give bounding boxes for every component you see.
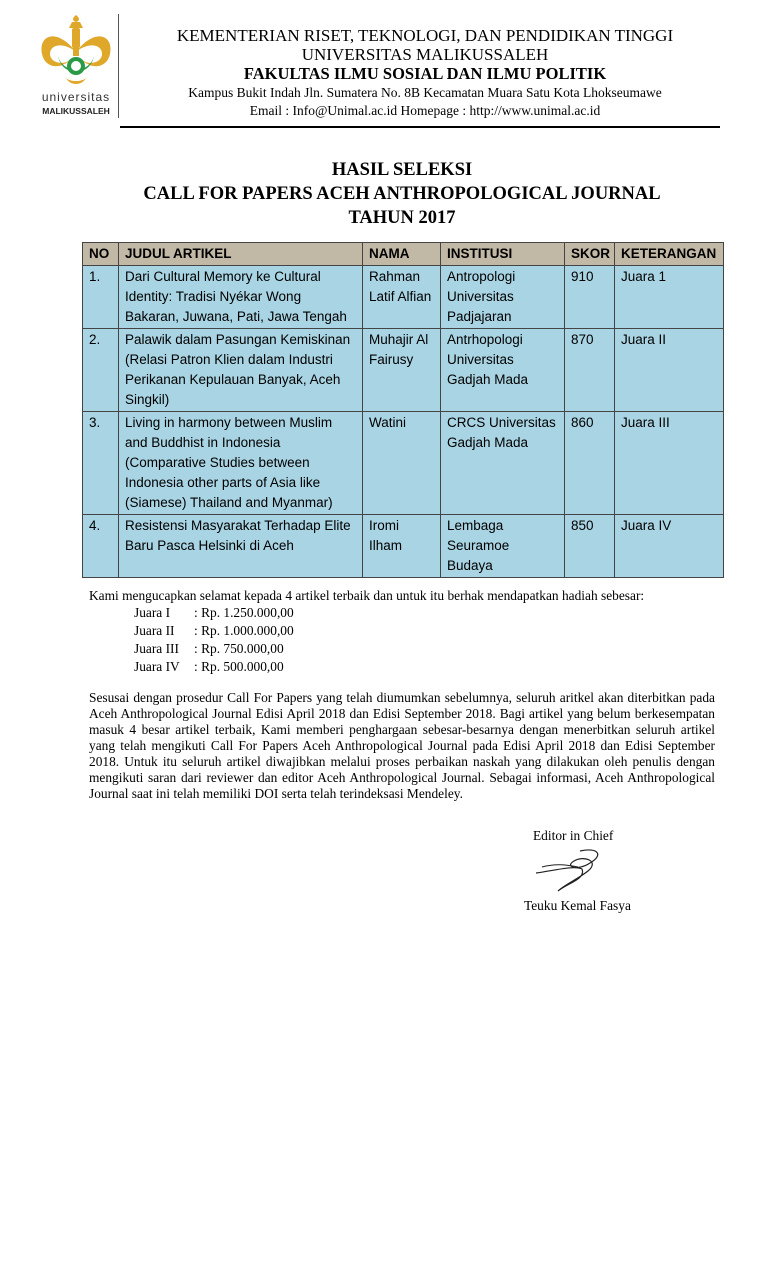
cell-no: 4.	[83, 515, 119, 578]
header-nama: NAMA	[363, 243, 441, 266]
document-title	[82, 158, 722, 230]
logo-text-malikussaleh: MALIKUSSALEH	[42, 106, 110, 116]
cell-institusi: CRCS Universitas Gadjah Mada	[441, 412, 565, 515]
cell-keterangan: Juara II	[615, 329, 724, 412]
table-row	[83, 329, 724, 412]
cell-judul: Living in harmony between Muslim and Buddhist in Indonesia (Comparative Studies between Indonesia other parts of Asia like (Siamese) Thailand and Myanmar)	[119, 412, 363, 515]
contact-info: Email : Info@Unimal.ac.id Homepage : http://www.unimal.ac.id	[249, 103, 601, 118]
cell-judul: Palawik dalam Pasungan Kemiskinan (Relasi Patron Klien dalam Industri Perikanan Kepulauan Banyak, Aceh Singkil)	[119, 329, 363, 412]
title-line-1: HASIL SELEKSI	[331, 160, 473, 180]
table-row	[83, 515, 724, 578]
cell-judul: Dari Cultural Memory ke Cultural Identity: Tradisi Nyékar Wong Bakaran, Juwana, Pati, Jawa Tengah	[119, 266, 363, 329]
prize-amount: : Rp. 1.000.000,00	[194, 623, 294, 638]
letterhead-divider	[118, 14, 119, 118]
university-name: UNIVERSITAS MALIKUSSALEH	[301, 45, 549, 64]
prize-amount: : Rp. 1.250.000,00	[194, 605, 294, 620]
prize-amount: : Rp. 750.000,00	[194, 641, 284, 656]
prize-item	[134, 658, 294, 676]
cell-skor: 850	[565, 515, 615, 578]
faculty-name: FAKULTAS ILMU SOSIAL DAN ILMU POLITIK	[243, 64, 607, 83]
cell-institusi: Antrhopologi Universitas Gadjah Mada	[441, 329, 565, 412]
cell-nama: Iromi Ilham	[363, 515, 441, 578]
title-line-2: CALL FOR PAPERS ACEH ANTHROPOLOGICAL JOURNAL	[143, 184, 661, 204]
congratulations-text: Kami mengucapkan selamat kepada 4 artikel terbaik dan untuk itu berhak mendapatkan hadiah sebesar:	[89, 588, 645, 603]
prize-amount: : Rp. 500.000,00	[194, 659, 284, 674]
prize-label: Juara II	[134, 623, 175, 638]
cell-nama: Muhajir Al Fairusy	[363, 329, 441, 412]
editor-name: Teuku Kemal Fasya	[524, 898, 631, 913]
cell-no: 3.	[83, 412, 119, 515]
prize-item	[134, 604, 294, 622]
results-table	[82, 242, 724, 578]
prize-label: Juara I	[134, 605, 171, 620]
header-skor: SKOR	[565, 243, 615, 266]
cell-skor: 870	[565, 329, 615, 412]
prize-list	[134, 604, 294, 676]
editor-role: Editor in Chief	[533, 828, 614, 843]
logo-text-universitas: universitas	[41, 90, 111, 104]
university-logo	[30, 14, 122, 120]
title-line-3: TAHUN 2017	[348, 208, 456, 228]
table-row	[83, 266, 724, 329]
prize-item	[134, 622, 294, 640]
cell-no: 1.	[83, 266, 119, 329]
university-emblem-icon	[36, 14, 116, 90]
cell-institusi: Lembaga Seuramoe Budaya	[441, 515, 565, 578]
header-judul: JUDUL ARTIKEL	[119, 243, 363, 266]
letterhead	[0, 0, 764, 130]
header-no: NO	[83, 243, 119, 266]
table-header-row	[83, 243, 724, 266]
cell-keterangan: Juara III	[615, 412, 724, 515]
cell-no: 2.	[83, 329, 119, 412]
prize-label: Juara IV	[134, 659, 180, 674]
header-institusi: INSTITUSI	[441, 243, 565, 266]
cell-keterangan: Juara IV	[615, 515, 724, 578]
header-keterangan: KETERANGAN	[615, 243, 724, 266]
cell-nama: Watini	[363, 412, 441, 515]
cell-nama: Rahman Latif Alfian	[363, 266, 441, 329]
signature-icon	[528, 845, 618, 902]
letterhead-rule	[120, 126, 720, 128]
campus-address: Kampus Bukit Indah Jln. Sumatera No. 8B Kecamatan Muara Satu Kota Lhokseumawe	[188, 85, 662, 100]
body-paragraph: Sesusai dengan prosedur Call For Papers yang telah diumumkan sebelumnya, seluruh aritkel akan diterbitkan pada Aceh Anthropological Journal Edisi April 2018 dan Edisi September 2018. Bagi artikel yang belum berkesempatan masuk 4 besar artikel terbaik, Kami memberi penghargaan sebesar-besarnya dengan menerbitkan seluruh artikel yang telah mengikuti Call For Papers Aceh Anthropological Journal pada Edisi April 2018 dan Edisi September 2018. Untuk itu seluruh artikel diwajibkan melalui proses perbaikan naskah yang dilakukan oleh penulis dengan mengikuti saran dari reviewer dan editor Aceh Anthropological Journal. Sebagai informasi, Aceh Anthropological Journal saat ini telah memiliki DOI serta telah terindeksasi Mendeley.	[89, 690, 715, 801]
prize-label: Juara III	[134, 641, 179, 656]
cell-skor: 860	[565, 412, 615, 515]
cell-keterangan: Juara 1	[615, 266, 724, 329]
ministry-name: KEMENTERIAN RISET, TEKNOLOGI, DAN PENDIDIKAN TINGGI	[176, 26, 674, 45]
cell-skor: 910	[565, 266, 615, 329]
prize-item	[134, 640, 294, 658]
letterhead-text	[130, 26, 720, 120]
cell-judul: Resistensi Masyarakat Terhadap Elite Baru Pasca Helsinki di Aceh	[119, 515, 363, 578]
table-row	[83, 412, 724, 515]
cell-institusi: Antropologi Universitas Padjajaran	[441, 266, 565, 329]
